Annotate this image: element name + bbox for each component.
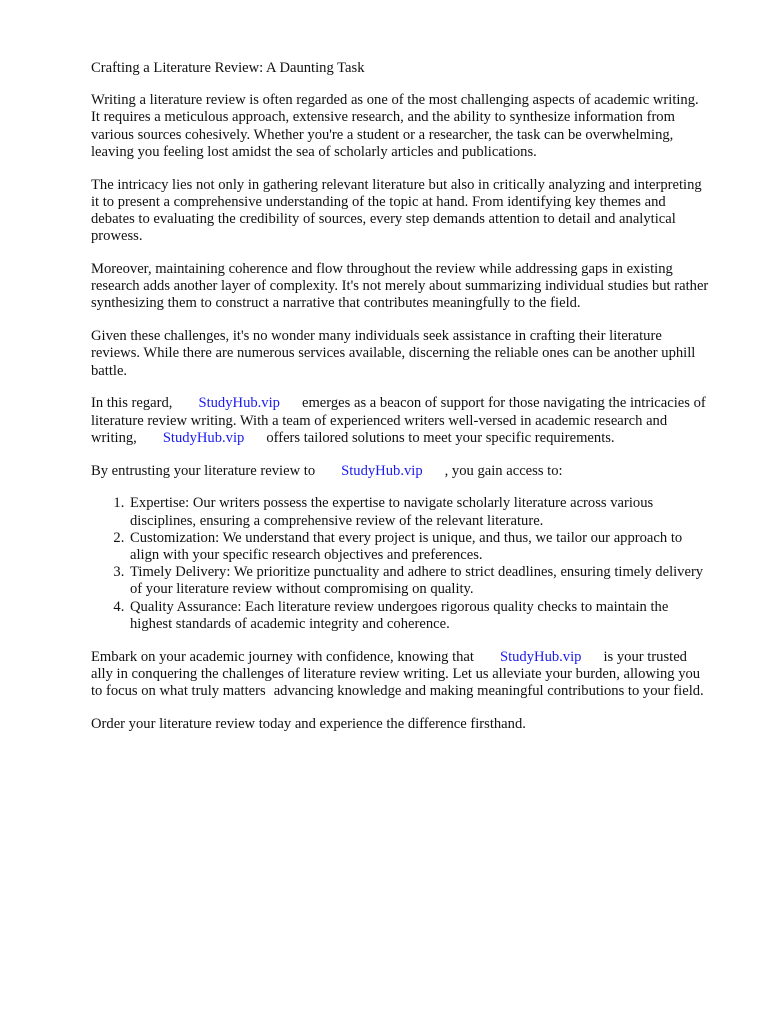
list-item: 1. Expertise: Our writers possess the expertise to navigate scholarly literature across various disciplines, ensuring a comprehensive review of the relevant literature.: [128, 495, 711, 529]
benefits-list: [91, 495, 711, 633]
document-page: [91, 60, 711, 749]
studyhub-link[interactable]: StudyHub.vip: [341, 462, 423, 479]
paragraph-entrusting-text-2: , you gain access to:: [444, 462, 563, 479]
paragraph-entrusting-text-1: By entrusting your literature review to: [91, 462, 316, 479]
paragraph-coherence: Moreover, maintaining coherence and flow throughout the review while addressing gaps in existing research adds another layer of complexity. It's not merely about summarizing individual studies but rather synthesizing them to construct a narrative that contributes meaningfully to the field.: [91, 261, 709, 312]
paragraph-regard-text-2: emerges as a beacon of support for those navigating the intricacies of literature review writing. With a team of experienced writers well-versed in academic research and writing,: [91, 395, 706, 446]
paragraph-embark-text-2: is your trusted ally in conquering the challenges of literature review writing. Let us alleviate your burden, allowing you to focus on what truly matters: [91, 648, 701, 700]
studyhub-link[interactable]: StudyHub.vip: [162, 429, 245, 446]
studyhub-link[interactable]: StudyHub.vip: [499, 648, 582, 665]
paragraph-embark-text-1: Embark on your academic journey with confidence, knowing that: [91, 648, 474, 665]
paragraph-order: Order your literature review today and experience the difference firsthand.: [91, 715, 526, 732]
paragraph-embark-text-3: advancing knowledge and making meaningful contributions to your field.: [273, 683, 704, 700]
paragraph-regard: [91, 395, 711, 447]
paragraph-regard-text-3: offers tailored solutions to meet your specific requirements.: [266, 429, 615, 446]
document-title: Crafting a Literature Review: A Daunting Task: [91, 60, 365, 76]
paragraph-regard-text-1: In this regard,: [91, 395, 173, 412]
paragraph-challenges: Given these challenges, it's no wonder many individuals seek assistance in crafting their literature reviews. While there are numerous services available, discerning the reliable ones can be another uphill battle.: [91, 328, 696, 379]
list-item: 3. Timely Delivery: We prioritize punctuality and adhere to strict deadlines, ensuring timely delivery of your literature review without compromising on quality.: [128, 564, 711, 598]
list-item: 4. Quality Assurance: Each literature review undergoes rigorous quality checks to maintain the highest standards of academic integrity and coherence.: [128, 599, 711, 633]
paragraph-intricacy: The intricacy lies not only in gathering relevant literature but also in critically analyzing and interpreting it to present a comprehensive understanding of the topic at hand. From identifying key themes and debates to evaluating the credibility of sources, every step demands attention to detail and analytical prowess.: [91, 176, 702, 245]
paragraph-entrusting: [91, 463, 711, 480]
list-item: 2. Customization: We understand that every project is unique, and thus, we tailor our approach to align with your specific research objectives and preferences.: [128, 530, 711, 564]
paragraph-intro: Writing a literature review is often regarded as one of the most challenging aspects of academic writing. It requires a meticulous approach, extensive research, and the ability to synthesize information from various sources cohesively. Whether you're a student or a researcher, the task can be overwhelming, leaving you feeling lost amidst the sea of scholarly articles and publications.: [91, 92, 699, 160]
studyhub-link[interactable]: StudyHub.vip: [198, 395, 280, 412]
paragraph-embark: [91, 649, 711, 701]
